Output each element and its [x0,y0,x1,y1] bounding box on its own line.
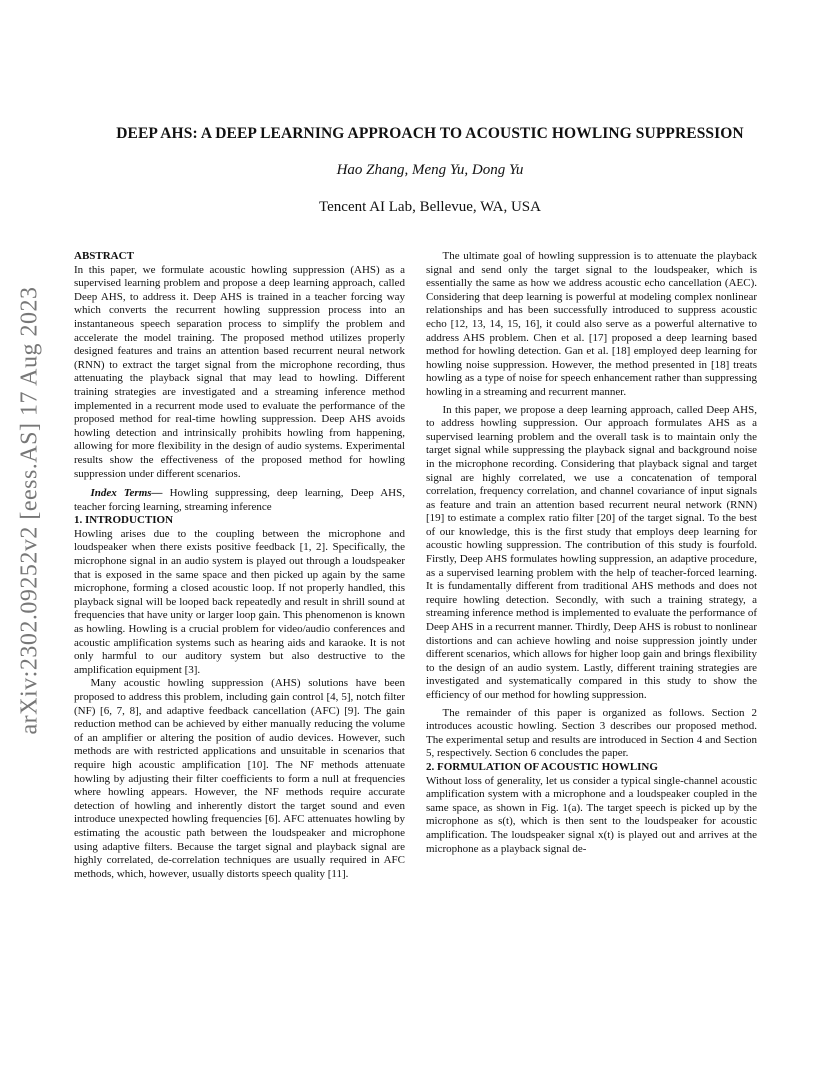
intro-paragraph-2: Many acoustic howling suppression (AHS) solutions have been proposed to address this problem, including gain control [4, 5], notch filter (NF) [6, 7, 8], and adaptive feedback cancellation (AFC) [9]. The gain reduction method can be achieved by either manually reducing the volume of an amplifier or altering the position of audio devices. However, such methods are with restricted applications and unsuitable in scenarios that require high acoustic amplification [10]. The NF methods attenuate howling by adjusting their filter coefficients to form a null at frequencies where howling appears. However, the NF methods require accurate detection of howling and inherently distort the target sound and even introduce unexpected howling frequencies [6]. AFC attenuates howling by estimating the acoustic path between the loudspeaker and microphone using adaptive filters. Because the target signal and playback signal are highly correlated, de-correlation techniques are usually required in AFC methods, which, however, usually distorts speech quality [11]. [74,677,405,880]
index-terms [74,487,405,514]
paper-title: DEEP AHS: A DEEP LEARNING APPROACH TO ACOUSTIC HOWLING SUPPRESSION [116,125,744,142]
index-terms-text: Howling suppressing, deep learning, Deep AHS, teacher forcing learning, streaming inference [74,487,405,513]
intro-paragraph-4: In this paper, we propose a deep learning approach, called Deep AHS, to address howling suppression. Our approach formulates AHS as a supervised learning problem and the overall task is to maintain only the target signal while suppressing the playback signal and background noise in the microphone recording. Considering that playback signal and target signal are highly correlated, we use a concatenation of temporal correlation, frequency correlation, and channel covariance of input signals as feature and train an attention based recurrent neural network (RNN) [19] to estimate a complex ratio filter [20] of the target signal. To the best of our knowledge, this is the first study that employs deep learning for acoustic howling suppression. The contribution of this study is fourfold. Firstly, Deep AHS formulates howling suppression, an adaptive procedure, as a supervised learning problem with the help of teacher-forced learning. It is fundamentally different from traditional AHS methods and does not require howling detection. Secondly, with such a training strategy, a streaming inference method is implemented to evaluate the performance of Deep AHS in a recurrent manner. Thirdly, Deep AHS is robust to nonlinear distortions and can achieve howling and noise suppression jointly under different scenarios, which allows for higher loop gain and brings flexibility to the design of an audio system. Lastly, different training strategies are investigated and systematically compared in this study to show the efficiency of our method for howling suppression. [426,403,757,701]
left-column [74,250,405,881]
formulation-paragraph-1: Without loss of generality, let us consider a typical single-channel acoustic amplification system with a microphone and a loudspeaker coupled in the same space, as shown in Fig. 1(a). The target speech is picked up by the microphone as s(t), which is then sent to the loudspeaker for acoustic amplification. The loudspeaker signal x(t) is played out and arrives at the microphone as a playback signal de- [426,774,757,855]
paper-affiliation: Tencent AI Lab, Bellevue, WA, USA [319,199,541,215]
abstract-heading: ABSTRACT [74,250,134,262]
section-2-heading: 2. FORMULATION OF ACOUSTIC HOWLING [426,760,658,773]
intro-paragraph-1: Howling arises due to the coupling between the microphone and loudspeaker when there exists positive feedback [1, 2]. Specifically, the microphone signal in an audio system is played out through a loudspeaker that is exposed in the same space and then picked up again by the same microphone, forming a closed acoustic loop. If not properly handled, this playback signal will be looped back repeatedly and result in shrill sound at frequencies that have unity or larger loop gain. This phenomenon is known as howling. Howling is a crucial problem for video/audio conferences and acoustic amplification systems such as hearing aids and karaoke. It is not only harmful to our auditory system but also destructive to the amplification equipment [3]. [74,527,405,676]
intro-paragraph-3: The ultimate goal of howling suppression is to attenuate the playback signal and send only the target signal to the loudspeaker, which is essentially the same as how we address acoustic echo cancellation (AEC). Considering that deep learning is powerful at modeling complex nonlinear relationships and has been successfully introduced to suppress acoustic echo [12, 13, 14, 15, 16], it could also serve as a powerful alternative to address AHS problem. Chen et al. [17] proposed a deep learning based method for howling detection. Gan et al. [18] employed deep learning for howling noise suppression. However, the method presented in [18] treats howling as a type of noise for speech enhancement rather than suppressing howling in a streaming and recurrent manner. [426,250,757,398]
arxiv-identifier-stamp[interactable] [10,270,50,750]
arxiv-identifier-text: arXiv:2302.09252v2 [eess.AS] 17 Aug 2023 [16,286,43,734]
index-terms-label: Index Terms— [90,487,163,500]
section-1-heading: 1. INTRODUCTION [74,514,174,527]
paper-authors: Hao Zhang, Meng Yu, Dong Yu [336,162,524,178]
intro-paragraph-5: The remainder of this paper is organized as follows. Section 2 introduces acoustic howling. Section 3 describes our proposed method. The experimental setup and results are introduced in Section 4 and Section 5, respectively. Section 6 concludes the paper. [426,706,757,760]
right-column [426,250,757,856]
abstract-text: In this paper, we formulate acoustic howling suppression (AHS) as a supervised learning problem and propose a deep learning approach, called Deep AHS, to address it. Deep AHS is trained in a teacher forcing way which converts the recurrent howling suppression process into an instantaneous speech separation process to simplify the problem and accelerate the model training. The proposed method utilizes properly designed features and trains an attention based recurrent neural network (RNN) to extract the target signal from the microphone recording, thus attenuating the playback signal that may lead to howling. Different training strategies are investigated and a streaming inference method implemented in a recurrent mode used to evaluate the performance of the proposed method for real-time howling suppression. Deep AHS avoids howling detection and intrinsically prohibits howling from happening, allowing for more flexibility in the design of audio systems. Experimental results show the effectiveness of the proposed method for howling suppression under different scenarios. [74,263,405,480]
